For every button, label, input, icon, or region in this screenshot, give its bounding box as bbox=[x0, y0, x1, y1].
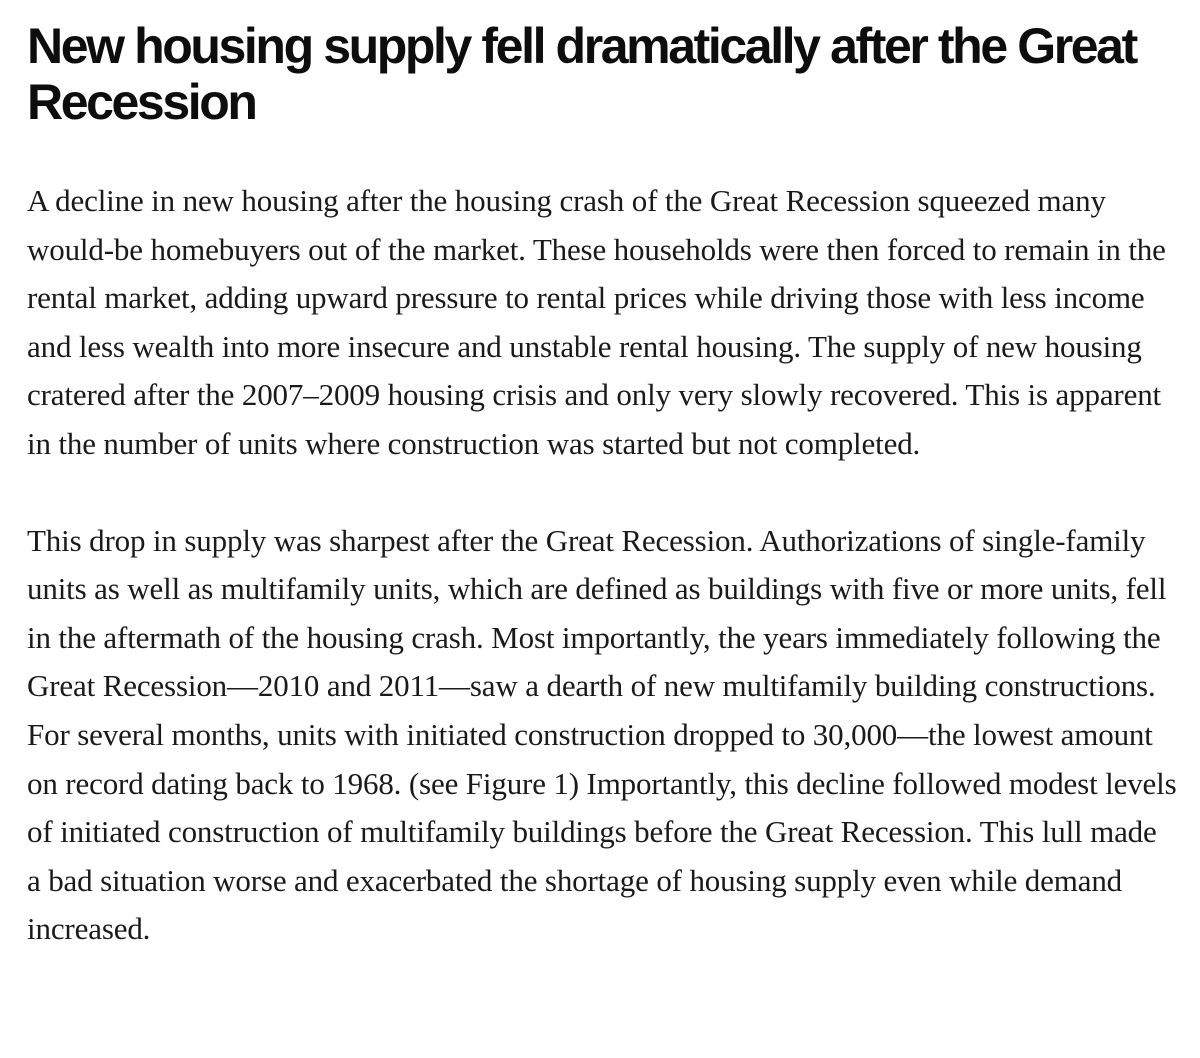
article-headline: New housing supply fell dramatically after the Great Recession bbox=[27, 18, 1136, 130]
body-paragraph-1: A decline in new housing after the housing crash of the Great Recession squeezed many would-be homebuyers out of the market. These households were then forced to remain in the rental market, adding upward pressure to rental prices while driving those with less income and less wealth into more insecure and unstable rental housing. The supply of new housing cratered after the 2007–2009 housing crisis and only very slowly recovered. This is apparent in the number of units where construction was started but not completed. bbox=[27, 183, 1166, 461]
body-paragraph-2: This drop in supply was sharpest after the Great Recession. Authorizations of single-family units as well as multifamily units, which are defined as buildings with five or more units, fell in the aftermath of the housing crash. Most importantly, the years immediately following the Great Recession—2010 and 2011—saw a dearth of new multifamily building constructions. For several months, units with initiated construction dropped to 30,000—the lowest amount on record dating back to 1968. (see Figure 1) Importantly, this decline followed modest levels of initiated construction of multifamily buildings before the Great Recession. This lull made a bad situation worse and exacerbated the shortage of housing supply even while demand increased. bbox=[27, 522, 1177, 947]
